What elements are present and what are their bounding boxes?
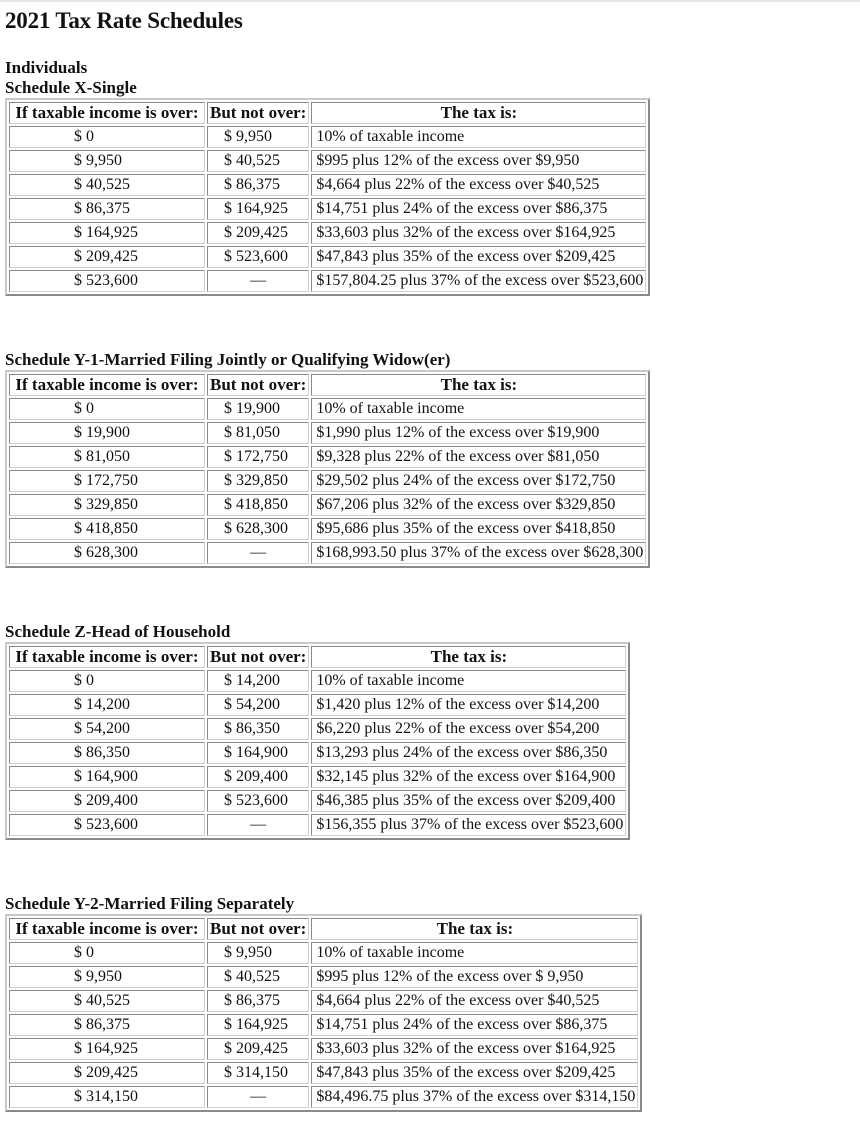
cell-over	[9, 942, 205, 964]
cell-text: —	[250, 544, 267, 561]
header-row	[9, 374, 646, 396]
cell-text: $ 86,375	[74, 1016, 130, 1033]
cell-text: $ 40,525	[224, 968, 280, 985]
cell-text: $ 314,150	[224, 1064, 288, 1081]
cell-text: $6,220 plus 22% of the excess over $54,200	[316, 720, 600, 737]
schedule-y1-section	[5, 350, 650, 568]
cell-not-over	[207, 198, 309, 220]
cell-text: —	[250, 816, 267, 833]
schedule-title: Schedule Y-2-Married Filing Separately	[5, 894, 295, 913]
cell-over	[9, 446, 205, 468]
cell-over	[9, 694, 205, 716]
cell-tax	[311, 790, 626, 812]
schedule-title: Schedule X-Single	[5, 78, 137, 97]
cell-text: $ 0	[74, 128, 94, 145]
cell-tax	[311, 966, 638, 988]
cell-over	[9, 150, 205, 172]
cell-text: $ 523,600	[224, 792, 288, 809]
cell-tax	[311, 222, 646, 244]
cell-text: $47,843 plus 35% of the excess over $209,425	[316, 248, 616, 265]
cell-tax	[311, 126, 646, 148]
schedule-title: Schedule Y-1-Married Filing Jointly or Qualifying Widow(er)	[5, 350, 451, 369]
cell-text: $14,751 plus 24% of the excess over $86,375	[316, 1016, 608, 1033]
cell-text: $4,664 plus 22% of the excess over $40,525	[316, 992, 600, 1009]
cell-text: $ 14,200	[74, 696, 130, 713]
cell-over	[9, 542, 205, 564]
table-row	[9, 494, 646, 516]
table-row	[9, 718, 626, 740]
cell-text: $ 209,425	[224, 1040, 288, 1057]
cell-not-over	[207, 174, 309, 196]
cell-tax	[311, 670, 626, 692]
cell-text: $ 9,950	[74, 968, 122, 985]
cell-tax	[311, 174, 646, 196]
cell-not-over	[207, 150, 309, 172]
table-row	[9, 150, 646, 172]
cell-text: $ 81,050	[74, 448, 130, 465]
cell-not-over	[207, 398, 309, 420]
cell-not-over	[207, 494, 309, 516]
cell-text: $ 164,925	[74, 1040, 138, 1057]
cell-tax	[311, 518, 646, 540]
cell-text: $ 418,850	[74, 520, 138, 537]
cell-tax	[311, 150, 646, 172]
cell-tax	[311, 1086, 638, 1108]
cell-text: $14,751 plus 24% of the excess over $86,375	[316, 200, 608, 217]
cell-text: $ 86,375	[74, 200, 130, 217]
table-row	[9, 470, 646, 492]
cell-over	[9, 1062, 205, 1084]
cell-text: $46,385 plus 35% of the excess over $209,400	[316, 792, 616, 809]
cell-not-over	[207, 270, 309, 292]
cell-not-over	[207, 814, 309, 836]
header-row	[9, 918, 638, 940]
cell-over	[9, 766, 205, 788]
cell-text: $ 329,850	[224, 472, 288, 489]
table-row	[9, 1086, 638, 1108]
cell-not-over	[207, 1086, 309, 1108]
column-header-tax: The tax is:	[311, 102, 646, 124]
cell-text: $ 209,425	[74, 248, 138, 265]
cell-text: $ 314,150	[74, 1088, 138, 1105]
cell-text: $157,804.25 plus 37% of the excess over $523,600	[316, 272, 644, 289]
cell-tax	[311, 398, 646, 420]
table-row	[9, 790, 626, 812]
schedule-y1-table	[5, 370, 650, 568]
cell-text: —	[250, 272, 267, 289]
table-row	[9, 1038, 638, 1060]
cell-text: 10% of taxable income	[316, 128, 465, 145]
group-label: Individuals	[5, 58, 88, 77]
cell-text: $ 172,750	[74, 472, 138, 489]
cell-over	[9, 398, 205, 420]
cell-text: $ 86,350	[224, 720, 280, 737]
table-row	[9, 198, 646, 220]
cell-text: $ 209,425	[74, 1064, 138, 1081]
cell-text: $ 0	[74, 672, 94, 689]
table-row	[9, 246, 646, 268]
cell-not-over	[207, 790, 309, 812]
cell-text: 10% of taxable income	[316, 400, 465, 417]
cell-text: $1,990 plus 12% of the excess over $19,900	[316, 424, 600, 441]
cell-tax	[311, 470, 646, 492]
cell-text: $ 523,600	[74, 816, 138, 833]
column-header-tax: The tax is:	[311, 646, 626, 668]
cell-text: $ 329,850	[74, 496, 138, 513]
cell-not-over	[207, 1038, 309, 1060]
cell-text: $13,293 plus 24% of the excess over $86,350	[316, 744, 608, 761]
cell-text: $95,686 plus 35% of the excess over $418,850	[316, 520, 616, 537]
cell-over	[9, 246, 205, 268]
cell-over	[9, 494, 205, 516]
schedule-x-section	[5, 58, 650, 296]
cell-text: $ 9,950	[224, 944, 272, 961]
cell-over	[9, 198, 205, 220]
table-row	[9, 670, 626, 692]
column-header-not-over: But not over:	[207, 102, 309, 124]
column-header-over: If taxable income is over:	[9, 374, 205, 396]
cell-text: $ 418,850	[224, 496, 288, 513]
cell-not-over	[207, 542, 309, 564]
schedule-x-table	[5, 98, 650, 296]
table-row	[9, 942, 638, 964]
cell-not-over	[207, 718, 309, 740]
cell-tax	[311, 1014, 638, 1036]
table-row	[9, 742, 626, 764]
cell-text: $ 0	[74, 944, 94, 961]
column-header-not-over: But not over:	[207, 918, 309, 940]
table-row	[9, 966, 638, 988]
cell-text: $4,664 plus 22% of the excess over $40,525	[316, 176, 600, 193]
cell-over	[9, 518, 205, 540]
cell-text: 10% of taxable income	[316, 944, 465, 961]
table-row	[9, 174, 646, 196]
cell-tax	[311, 1062, 638, 1084]
cell-text: —	[250, 1088, 267, 1105]
cell-tax	[311, 246, 646, 268]
cell-over	[9, 742, 205, 764]
table-row	[9, 398, 646, 420]
cell-not-over	[207, 694, 309, 716]
table-row	[9, 422, 646, 444]
cell-over	[9, 790, 205, 812]
table-row	[9, 1014, 638, 1036]
table-row	[9, 222, 646, 244]
cell-text: $ 54,200	[224, 696, 280, 713]
cell-not-over	[207, 1062, 309, 1084]
cell-text: $29,502 plus 24% of the excess over $172,750	[316, 472, 616, 489]
cell-text: $ 19,900	[74, 424, 130, 441]
cell-text: $ 40,525	[74, 176, 130, 193]
cell-text: $ 628,300	[74, 544, 138, 561]
cell-not-over	[207, 742, 309, 764]
cell-not-over	[207, 470, 309, 492]
cell-tax	[311, 422, 646, 444]
cell-over	[9, 222, 205, 244]
cell-tax	[311, 542, 646, 564]
column-header-over: If taxable income is over:	[9, 102, 205, 124]
cell-text: $33,603 plus 32% of the excess over $164,925	[316, 224, 616, 241]
cell-text: $995 plus 12% of the excess over $9,950	[316, 152, 580, 169]
cell-over	[9, 1038, 205, 1060]
table-row	[9, 694, 626, 716]
cell-text: $33,603 plus 32% of the excess over $164,925	[316, 1040, 616, 1057]
cell-not-over	[207, 766, 309, 788]
cell-over	[9, 270, 205, 292]
cell-text: $ 14,200	[224, 672, 280, 689]
table-row	[9, 518, 646, 540]
cell-not-over	[207, 966, 309, 988]
cell-tax	[311, 990, 638, 1012]
cell-over	[9, 990, 205, 1012]
schedule-z-section	[5, 622, 630, 840]
cell-text: $ 164,900	[224, 744, 288, 761]
cell-over	[9, 966, 205, 988]
schedule-y2-table	[5, 914, 642, 1112]
cell-text: $156,355 plus 37% of the excess over $523,600	[316, 816, 624, 833]
table-row	[9, 1062, 638, 1084]
cell-not-over	[207, 422, 309, 444]
cell-text: $ 9,950	[224, 128, 272, 145]
table-row	[9, 126, 646, 148]
cell-text: $ 164,925	[74, 224, 138, 241]
cell-text: $168,993.50 plus 37% of the excess over $628,300	[316, 544, 644, 561]
cell-text: $ 54,200	[74, 720, 130, 737]
column-header-not-over: But not over:	[207, 646, 309, 668]
page-title: 2021 Tax Rate Schedules	[5, 8, 243, 33]
column-header-not-over: But not over:	[207, 374, 309, 396]
column-header-over: If taxable income is over:	[9, 918, 205, 940]
cell-tax	[311, 494, 646, 516]
cell-over	[9, 422, 205, 444]
cell-over	[9, 718, 205, 740]
column-header-tax: The tax is:	[311, 918, 638, 940]
cell-text: $ 628,300	[224, 520, 288, 537]
cell-text: $32,145 plus 32% of the excess over $164,900	[316, 768, 616, 785]
cell-not-over	[207, 1014, 309, 1036]
cell-text: $ 40,525	[74, 992, 130, 1009]
cell-tax	[311, 446, 646, 468]
cell-not-over	[207, 990, 309, 1012]
cell-text: $ 86,375	[224, 176, 280, 193]
cell-text: $67,206 plus 32% of the excess over $329,850	[316, 496, 616, 513]
cell-not-over	[207, 126, 309, 148]
table-row	[9, 766, 626, 788]
cell-tax	[311, 270, 646, 292]
cell-over	[9, 174, 205, 196]
cell-text: $9,328 plus 22% of the excess over $81,050	[316, 448, 600, 465]
cell-text: 10% of taxable income	[316, 672, 465, 689]
cell-text: $ 81,050	[224, 424, 280, 441]
cell-text: $84,496.75 plus 37% of the excess over $314,150	[316, 1088, 636, 1105]
cell-over	[9, 670, 205, 692]
cell-not-over	[207, 942, 309, 964]
cell-text: $ 164,925	[224, 200, 288, 217]
cell-text: $ 209,400	[224, 768, 288, 785]
table-row	[9, 542, 646, 564]
cell-not-over	[207, 246, 309, 268]
header-row	[9, 102, 646, 124]
cell-tax	[311, 1038, 638, 1060]
cell-not-over	[207, 670, 309, 692]
cell-text: $ 523,600	[74, 272, 138, 289]
cell-text: $ 86,375	[224, 992, 280, 1009]
cell-over	[9, 126, 205, 148]
cell-over	[9, 470, 205, 492]
cell-text: $ 172,750	[224, 448, 288, 465]
cell-text: $ 209,425	[224, 224, 288, 241]
cell-over	[9, 1086, 205, 1108]
cell-over	[9, 814, 205, 836]
cell-text: $ 19,900	[224, 400, 280, 417]
cell-tax	[311, 766, 626, 788]
cell-tax	[311, 814, 626, 836]
table-row	[9, 990, 638, 1012]
schedule-title: Schedule Z-Head of Household	[5, 622, 231, 641]
cell-text: $ 9,950	[74, 152, 122, 169]
cell-text: $ 209,400	[74, 792, 138, 809]
cell-text: $ 86,350	[74, 744, 130, 761]
cell-text: $ 164,900	[74, 768, 138, 785]
cell-not-over	[207, 446, 309, 468]
cell-tax	[311, 742, 626, 764]
cell-text: $ 0	[74, 400, 94, 417]
column-header-over: If taxable income is over:	[9, 646, 205, 668]
cell-text: $47,843 plus 35% of the excess over $209,425	[316, 1064, 616, 1081]
cell-text: $1,420 plus 12% of the excess over $14,200	[316, 696, 600, 713]
schedule-z-table	[5, 642, 630, 840]
cell-text: $ 40,525	[224, 152, 280, 169]
column-header-tax: The tax is:	[311, 374, 646, 396]
cell-text: $ 164,925	[224, 1016, 288, 1033]
schedule-y2-section	[5, 894, 642, 1112]
cell-tax	[311, 942, 638, 964]
table-row	[9, 270, 646, 292]
cell-over	[9, 1014, 205, 1036]
cell-text: $995 plus 12% of the excess over $ 9,950	[316, 968, 584, 985]
cell-tax	[311, 694, 626, 716]
cell-not-over	[207, 518, 309, 540]
cell-tax	[311, 198, 646, 220]
table-row	[9, 446, 646, 468]
cell-text: $ 523,600	[224, 248, 288, 265]
cell-tax	[311, 718, 626, 740]
table-row	[9, 814, 626, 836]
cell-not-over	[207, 222, 309, 244]
top-border-line	[0, 0, 860, 2]
header-row	[9, 646, 626, 668]
